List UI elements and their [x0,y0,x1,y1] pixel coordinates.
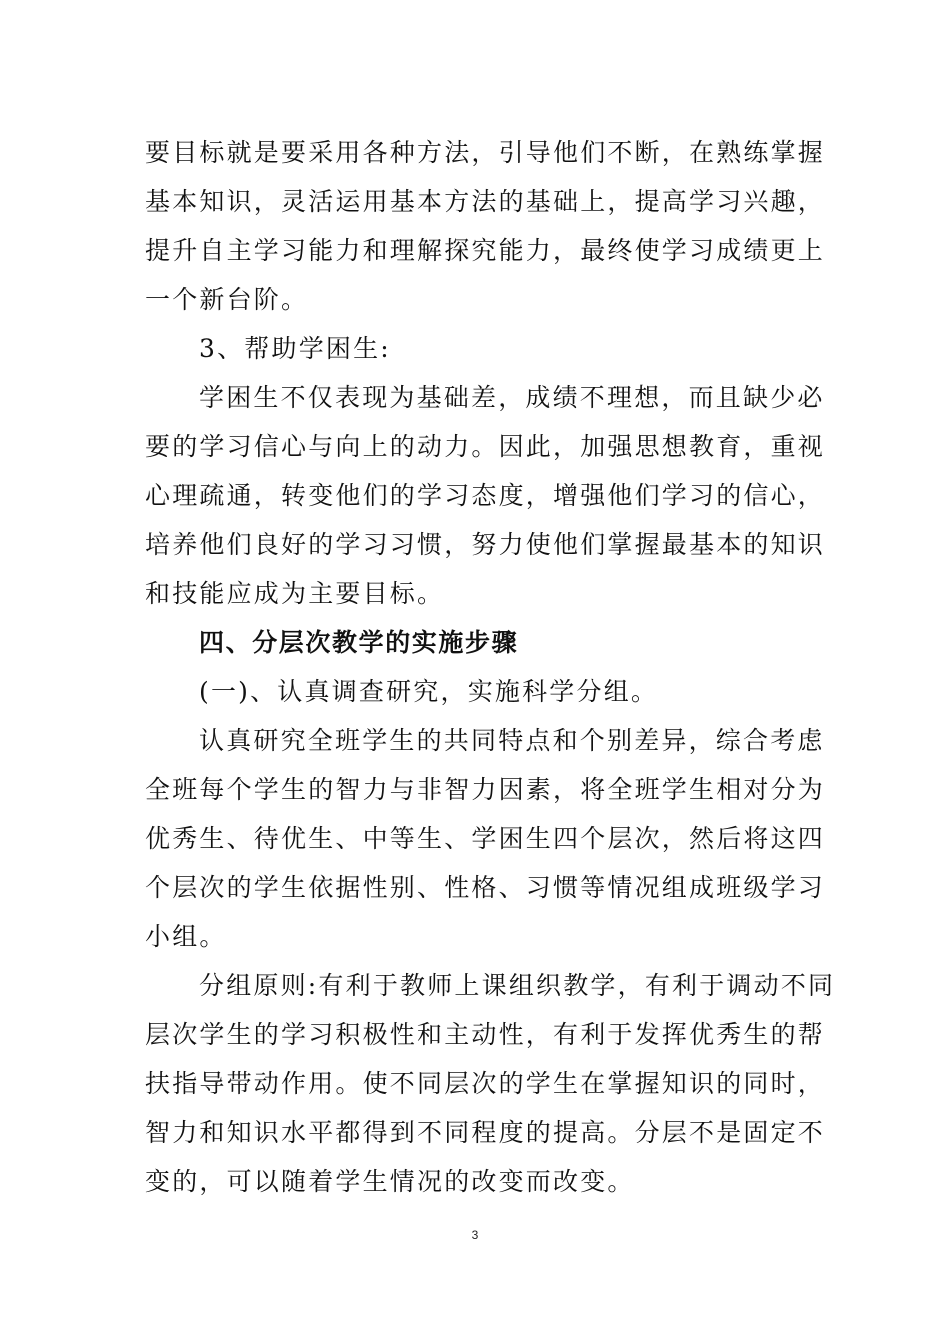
text-line: 小组。 [145,922,227,951]
text-line: 心理疏通，转变他们的学习态度，增强他们学习的信心， [145,481,826,510]
text-line: 分组原则:有利于教师上课组织教学，有利于调动不同 [199,971,836,1000]
text-line: 变的，可以随着学生情况的改变而改变。 [145,1167,635,1196]
text-line: 培养他们良好的学习习惯，努力使他们掌握最基本的知识 [145,530,826,559]
text-line: 扶指导带动作用。使不同层次的学生在掌握知识的同时， [145,1069,826,1098]
text-line: 要的学习信心与向上的动力。因此，加强思想教育，重视 [145,432,826,461]
text-line: 认真研究全班学生的共同特点和个别差异，综合考虑 [199,726,825,755]
text-line: 提升自主学习能力和理解探究能力，最终使学习成绩更上 [145,236,826,265]
text-line: 和技能应成为主要目标。 [145,579,445,608]
text-line: 学困生不仅表现为基础差，成绩不理想，而且缺少必 [199,383,825,412]
text-line: 基本知识，灵活运用基本方法的基础上，提高学习兴趣， [145,187,826,216]
body-text [145,128,836,1206]
section-heading: 四、分层次教学的实施步骤 [199,628,519,657]
subsection-heading: 3、帮助学困生: [199,334,391,363]
text-line: 智力和知识水平都得到不同程度的提高。分层不是固定不 [145,1118,826,1147]
text-line: 要目标就是要采用各种方法，引导他们不断，在熟练掌握 [145,138,826,167]
text-line: 一个新台阶。 [145,285,309,314]
text-line: 全班每个学生的智力与非智力因素，将全班学生相对分为 [145,775,826,804]
subsection-heading: (一)、认真调查研究，实施科学分组。 [199,677,659,706]
page-number: 3 [471,1228,479,1242]
text-line: 层次学生的学习积极性和主动性，有利于发挥优秀生的帮 [145,1020,826,1049]
text-line: 个层次的学生依据性别、性格、习惯等情况组成班级学习 [145,873,826,902]
text-line: 优秀生、待优生、中等生、学困生四个层次，然后将这四 [145,824,826,853]
